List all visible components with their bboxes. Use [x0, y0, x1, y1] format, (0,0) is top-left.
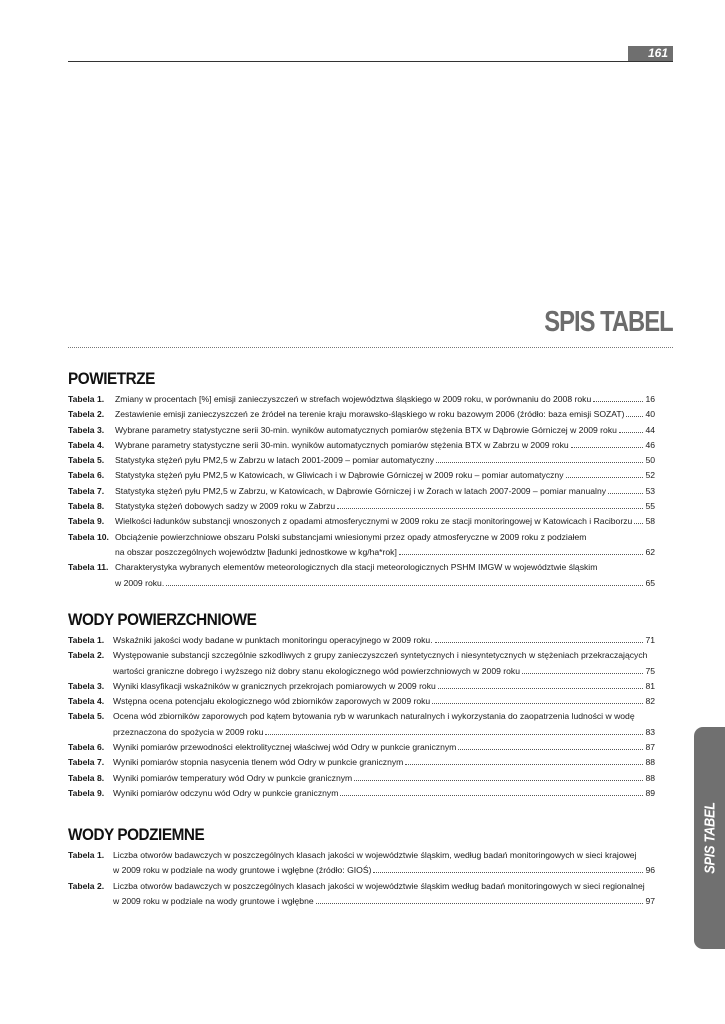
section-heading: WODY POWIERZCHNIOWE	[68, 610, 257, 629]
table-label: Tabela 7.	[68, 485, 105, 496]
dot-leader	[405, 755, 643, 765]
toc-entry[interactable]	[68, 755, 655, 770]
table-label: Tabela 11.	[68, 562, 109, 573]
page-ref: 87	[645, 742, 655, 753]
entry-line	[113, 740, 655, 755]
toc-entry[interactable]	[68, 740, 655, 755]
entry-line	[113, 863, 655, 878]
entry-line	[113, 694, 655, 709]
toc-entry[interactable]	[68, 648, 655, 679]
page-ref: 53	[645, 485, 655, 496]
entry-title: Zestawienie emisji zanieczyszczeń ze źródeł na terenie kraju morawsko-śląskiego w roku bazowym 2006 (źródło: baza emisji SOZAT)	[115, 409, 625, 420]
entry-title: Wyniki pomiarów temperatury wód Odry w punkcie granicznym	[113, 772, 353, 783]
page-ref: 58	[645, 516, 655, 527]
page-ref: 75	[645, 665, 655, 676]
dot-leader	[340, 786, 643, 796]
entry-title: Liczba otworów badawczych w poszczególnych klasach jakości w województwie śląskim, według badań monitoringowych w sieci krajowej	[113, 850, 637, 860]
section-powietrze	[68, 369, 655, 591]
dot-leader	[166, 576, 643, 586]
entry-line	[113, 664, 655, 679]
section-heading: WODY PODZIEMNE	[68, 825, 205, 844]
toc-entry[interactable]	[68, 468, 655, 483]
title-dotted-rule	[68, 347, 673, 348]
dot-leader	[458, 740, 643, 750]
dot-leader	[265, 725, 643, 735]
entry-title: w 2009 roku w podziale na wody gruntowe i wgłębne (źródło: GIOŚ)	[113, 865, 372, 876]
dot-leader	[634, 514, 643, 524]
dot-leader	[373, 863, 643, 873]
dot-leader	[399, 545, 644, 555]
dot-leader	[608, 484, 643, 494]
dot-leader	[337, 499, 643, 509]
entry-line	[115, 560, 655, 575]
dot-leader	[316, 894, 644, 904]
table-label: Tabela 4.	[68, 439, 105, 450]
entry-title: Statystyka stężeń dobowych sadzy w 2009 roku w Zabrzu	[115, 501, 336, 512]
table-label: Tabela 6.	[68, 470, 105, 481]
entry-title: Obciążenie powierzchniowe obszaru Polski substancjami wniesionymi przez opady atmosferyczne w 2009 roku z podziałem	[115, 531, 587, 542]
entry-line	[115, 484, 655, 499]
toc-entry[interactable]	[68, 879, 655, 910]
toc-entry[interactable]	[68, 423, 655, 438]
page-ref: 62	[645, 546, 655, 557]
page-ref: 50	[645, 455, 655, 466]
entry-title: Wybrane parametry statystyczne serii 30-min. wyników automatycznych pomiarów stężenia BTX w Zabrzu w 2009 roku	[115, 439, 569, 450]
page-ref: 44	[645, 424, 655, 435]
dot-leader	[619, 423, 644, 433]
page-title: SPIS TABEL	[544, 306, 673, 338]
entry-line	[113, 679, 655, 694]
page-ref: 88	[645, 757, 655, 768]
entry-title: Wyniki klasyfikacji wskaźników w granicznych przekrojach pomiarowych w 2009 roku	[113, 680, 436, 691]
entry-title: Wyniki pomiarów przewodności elektrolitycznej właściwej wód Odry w punkcie granicznym	[113, 742, 457, 753]
table-label: Tabela 8.	[68, 501, 105, 512]
entry-title: Statystyka stężeń pyłu PM2,5 w Zabrzu, w Katowicach, w Dąbrowie Górniczej i w Żorach w latach 2007-2009 – pomiar manualny	[115, 485, 607, 496]
entry-title: Występowanie substancji szczególnie szkodliwych z grupy zanieczyszczeń syntetycznych i niesyntetycznych w stężeniach przekraczających	[113, 650, 648, 661]
entry-line	[113, 648, 655, 663]
page-ref: 55	[645, 501, 655, 512]
dot-leader	[435, 633, 644, 643]
entry-title: przeznaczona do spożycia w 2009 roku	[113, 726, 264, 737]
table-label: Tabela 1.	[68, 394, 105, 404]
entry-line	[113, 771, 655, 786]
entry-line	[113, 633, 655, 648]
dot-leader	[354, 771, 643, 781]
entry-line	[113, 786, 655, 801]
entry-line	[115, 514, 655, 529]
entry-line	[113, 755, 655, 770]
entry-title: na obszar poszczególnych województw [ładunki jednostkowe w kg/ha*rok]	[115, 546, 397, 557]
page-ref: 52	[645, 470, 655, 481]
page-ref: 88	[645, 772, 655, 783]
table-label: Tabela 4.	[68, 696, 105, 707]
page-number-badge: 161	[628, 46, 673, 61]
entry-line	[115, 499, 655, 514]
header-rule	[68, 61, 673, 62]
dot-leader	[626, 407, 643, 417]
entry-title: Wskaźniki jakości wody badane w punktach monitoringu operacyjnego w 2009 roku.	[113, 635, 433, 645]
table-label: Tabela 2.	[68, 650, 105, 661]
toc-entry[interactable]	[68, 771, 655, 786]
table-label: Tabela 5.	[68, 711, 105, 722]
entry-line	[113, 709, 655, 724]
dot-leader	[522, 664, 643, 674]
page-ref: 40	[645, 409, 655, 420]
toc-entry[interactable]	[68, 709, 655, 740]
side-tab-label: SPIS TABEL	[701, 802, 718, 874]
entry-line	[115, 407, 655, 422]
table-label: Tabela 3.	[68, 424, 105, 435]
entry-line	[115, 576, 655, 591]
page-ref: 81	[645, 680, 655, 691]
toc-entry[interactable]	[68, 560, 655, 591]
section-wody-powierzchniowe	[68, 610, 655, 801]
entry-title: Liczba otworów badawczych w poszczególnych klasach jakości w województwie śląskim według badań monitoringowych w sieci regionalnej	[113, 880, 645, 891]
dot-leader	[436, 453, 643, 463]
toc-entry[interactable]	[68, 848, 655, 879]
toc-entry[interactable]	[68, 407, 655, 422]
page-ref: 16	[645, 394, 655, 404]
entry-title: Statystyka stężeń pyłu PM2,5 w Katowicach, w Gliwicach i w Dąbrowie Górniczej w 2009 roku – pomiar automatyczny	[115, 470, 564, 481]
toc-entry[interactable]	[68, 392, 655, 407]
page-ref: 89	[645, 787, 655, 798]
entry-line	[113, 879, 655, 894]
table-label: Tabela 1.	[68, 850, 105, 860]
entry-title: Wielkości ładunków substancji wnoszonych z opadami atmosferycznymi w 2009 roku ze stacji monitoringowej w Katowicach i Raciborzu	[115, 516, 633, 527]
page-ref: 82	[645, 696, 655, 707]
entry-line	[115, 438, 655, 453]
entry-title: w 2009 roku.	[115, 577, 165, 588]
section-wody-podziemne	[68, 825, 655, 909]
page-ref: 97	[645, 895, 655, 906]
entry-title: Wyniki pomiarów odczynu wód Odry w punkcie granicznym	[113, 787, 339, 798]
table-label: Tabela 8.	[68, 772, 105, 783]
dot-leader	[593, 392, 643, 402]
table-label: Tabela 6.	[68, 742, 105, 753]
toc-entry[interactable]	[68, 484, 655, 499]
dot-leader	[571, 438, 644, 448]
toc-entry[interactable]	[68, 530, 655, 561]
entry-line	[115, 545, 655, 560]
table-label: Tabela 10.	[68, 531, 109, 542]
entry-title: Wstępna ocena potencjału ekologicznego wód zbiorników zaporowych w 2009 roku	[113, 696, 431, 707]
toc-entry[interactable]	[68, 694, 655, 709]
table-label: Tabela 2.	[68, 880, 105, 891]
toc-entry[interactable]	[68, 499, 655, 514]
entry-title: Charakterystyka wybranych elementów meteorologicznych dla stacji meteorologicznych PSHM IMGW w województwie śląskim	[115, 562, 598, 573]
entry-line	[113, 848, 655, 863]
toc-entry[interactable]	[68, 633, 655, 648]
table-label: Tabela 1.	[68, 635, 105, 645]
entry-title: wartości graniczne dobrego i wyższego niż dobry stanu ekologicznego wód powierzchniowych w 2009 roku	[113, 665, 520, 676]
entry-line	[115, 392, 655, 407]
entry-line	[115, 423, 655, 438]
toc-entry[interactable]	[68, 438, 655, 453]
page-ref: 83	[645, 726, 655, 737]
toc-entry[interactable]	[68, 453, 655, 468]
section-heading: POWIETRZE	[68, 369, 155, 388]
entry-title: Zmiany w procentach [%] emisji zanieczyszczeń w strefach województwa śląskiego w 2009 roku, w porównaniu do 2008 roku	[115, 394, 592, 404]
page-ref: 96	[645, 865, 655, 876]
dot-leader	[566, 468, 644, 478]
entry-title: Ocena wód zbiorników zaporowych pod kątem bytowania ryb w warunkach naturalnych i wykorzystania do zaopatrzenia ludności w wodę	[113, 711, 635, 722]
entry-line	[115, 530, 655, 545]
table-label: Tabela 2.	[68, 409, 105, 420]
entry-title: w 2009 roku w podziale na wody gruntowe i wgłębne	[113, 895, 314, 906]
entry-line	[115, 468, 655, 483]
table-label: Tabela 7.	[68, 757, 105, 768]
entry-title: Statystyka stężeń pyłu PM2,5 w Zabrzu w latach 2001-2009 – pomiar automatyczny	[115, 455, 435, 466]
toc-entry[interactable]	[68, 786, 655, 801]
dot-leader	[432, 694, 643, 704]
page-ref: 65	[645, 577, 655, 588]
entry-title: Wyniki pomiarów stopnia nasycenia tlenem wód Odry w punkcie granicznym	[113, 757, 404, 768]
table-label: Tabela 5.	[68, 455, 105, 466]
toc-entry[interactable]	[68, 514, 655, 529]
table-label: Tabela 9.	[68, 516, 105, 527]
page-ref: 46	[645, 439, 655, 450]
side-tab	[694, 727, 725, 949]
entry-title: Wybrane parametry statystyczne serii 30-min. wyników automatycznych pomiarów stężenia BTX w Dąbrowie Górniczej w 2009 roku	[115, 424, 617, 435]
toc-entry[interactable]	[68, 679, 655, 694]
entry-line	[113, 725, 655, 740]
dot-leader	[438, 679, 644, 689]
entry-line	[115, 453, 655, 468]
page-ref: 71	[645, 635, 655, 645]
entry-line	[113, 894, 655, 909]
table-label: Tabela 3.	[68, 680, 105, 691]
table-label: Tabela 9.	[68, 787, 105, 798]
